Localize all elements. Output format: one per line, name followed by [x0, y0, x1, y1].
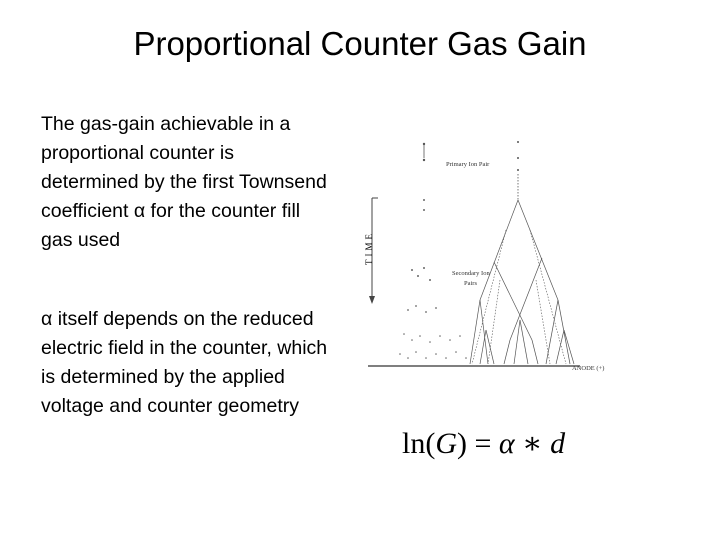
time-label: TIME	[364, 231, 374, 265]
drifting-ions	[399, 199, 467, 359]
paragraph-townsend: The gas-gain achievable in a proportional counter is determined by the first Townsend coefficient α for the counter fill gas used	[41, 113, 327, 251]
gain-formula	[402, 422, 565, 466]
formula-gain-variable: G	[435, 427, 457, 460]
avalanche-tree	[470, 200, 574, 364]
formula-close-paren: )	[457, 427, 467, 460]
formula-multiply: ∗	[514, 427, 551, 460]
slide-title: Proportional Counter Gas Gain	[133, 25, 587, 62]
formula-alpha: α	[498, 427, 515, 460]
formula-distance: d	[550, 427, 566, 460]
avalanche-diagram	[360, 130, 620, 380]
formula-equals: =	[467, 427, 499, 460]
anode-label: ANODE (+)	[572, 365, 605, 372]
paragraph-reduced-field: α itself depends on the reduced electric field in the counter, which is determined by the applied voltage and counter geometry	[41, 308, 328, 417]
secondary-ion-pairs-label-2: Pairs	[464, 280, 477, 287]
time-arrow-head	[369, 296, 375, 304]
secondary-ion-pairs-label: Secondary Ion	[452, 270, 490, 277]
formula-ln: ln(	[402, 427, 436, 460]
primary-ion-pair-label: Primary Ion Pair	[446, 161, 490, 168]
